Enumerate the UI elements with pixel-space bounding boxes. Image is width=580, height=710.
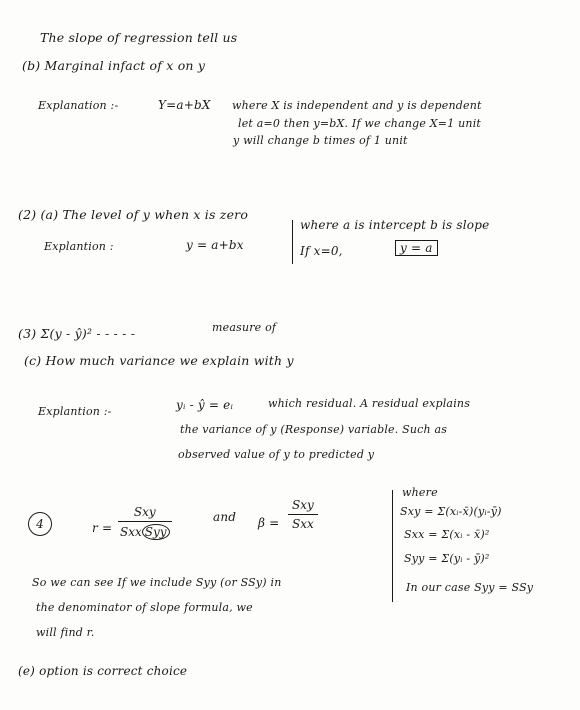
q4-r-denominator-circled: Syy <box>142 524 170 540</box>
q3-residual-eq: yᵢ - ŷ = eᵢ <box>176 398 234 412</box>
q3-option-c: (c) How much variance we explain with y <box>24 353 294 368</box>
q4-def-sxx: Sxx = Σ(xᵢ - x̄)² <box>404 528 490 541</box>
q4-final-answer: (e) option is correct choice <box>18 664 188 678</box>
q1-explanation-label: Explanation :- <box>38 99 119 112</box>
q4-def-syy: Syy = Σ(yᵢ - ȳ)² <box>404 552 490 565</box>
q2-divider <box>292 220 293 264</box>
q4-where-label: where <box>402 486 438 499</box>
q4-our-case: In our case Syy = SSy <box>406 581 534 594</box>
q4-conclusion-line-2: the denominator of slope formula, we <box>36 601 253 614</box>
q1-reason-line-3: y will change b times of 1 unit <box>233 134 408 147</box>
q4-r-numerator: Sxy <box>133 505 156 519</box>
q4-beta-numerator: Sxy <box>292 498 314 512</box>
q4-r-fraction <box>118 505 172 540</box>
q4-beta-fraction-bar <box>288 514 318 515</box>
q2-if-x-zero: If x=0, <box>300 244 343 258</box>
q4-beta-denominator: Sxx <box>292 517 314 531</box>
q4-divider <box>392 490 393 602</box>
q4-number: 4 <box>28 512 52 536</box>
q4-beta-fraction <box>288 498 318 531</box>
q4-and-word: and <box>213 510 237 524</box>
q3-measure-of: measure of <box>212 321 277 334</box>
q4-conclusion-line-1: So we can see If we include Syy (or SSy) in <box>32 576 282 589</box>
q1-equation: Y=a+bX <box>158 98 211 112</box>
q3-line-3: observed value of y to predicted y <box>178 448 375 461</box>
q1-heading: The slope of regression tell us <box>40 30 238 45</box>
q3-line-2: the variance of y (Response) variable. Such as <box>180 423 448 436</box>
q4-r-denominator-left: Sxx <box>120 525 142 539</box>
q1-reason-line-2: let a=0 then y=bX. If we change X=1 unit <box>238 117 482 130</box>
q1-option-b: (b) Marginal infact of x on y <box>22 58 206 73</box>
q1-reason-line-1: where X is independent and y is dependent <box>232 99 482 112</box>
q2-boxed-result: y = a <box>395 240 438 256</box>
q4-beta-symbol: β = <box>258 516 280 530</box>
q2-where-note: where a is intercept b is slope <box>300 218 490 232</box>
q2-explanation-label: Explantion : <box>44 240 114 253</box>
q3-explanation-label: Explantion :- <box>38 405 112 418</box>
q4-conclusion-line-3: will find r. <box>36 626 95 639</box>
q2-equation: y = a+bx <box>186 238 244 252</box>
q2-boxed-result-wrap <box>395 241 438 255</box>
q3-expression: (3) Σ(y - ŷ)² - - - - - <box>18 326 136 341</box>
q4-r-symbol: r = <box>92 521 113 535</box>
q3-line-1: which residual. A residual explains <box>268 397 471 410</box>
q4-def-sxy: Sxy = Σ(xᵢ-x̄)(yᵢ-ȳ) <box>400 505 502 518</box>
q4-r-fraction-bar <box>118 521 172 522</box>
q2-option-a: (2) (a) The level of y when x is zero <box>18 207 249 222</box>
q4-r-denominator <box>118 524 172 540</box>
